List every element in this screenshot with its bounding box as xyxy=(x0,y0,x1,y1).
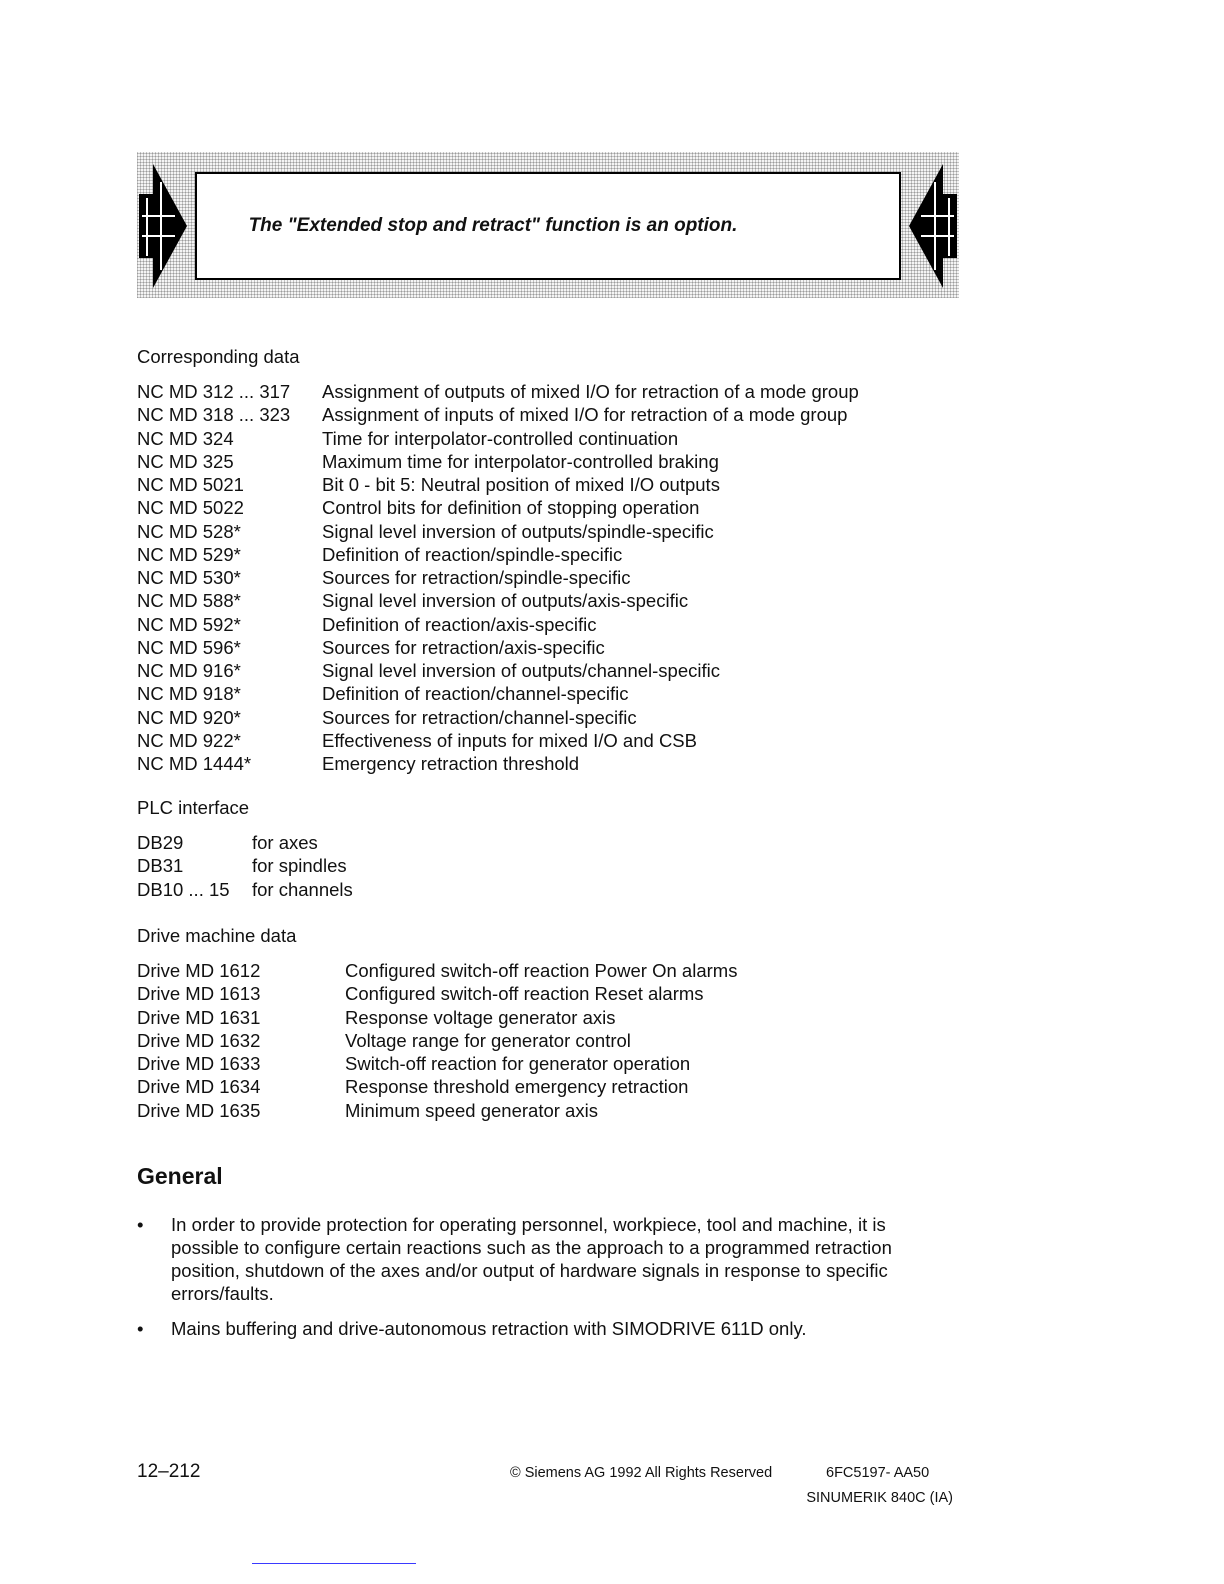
drive-data-list xyxy=(137,959,738,1122)
drive-md-description: Response voltage generator axis xyxy=(345,1006,616,1028)
drive-md-code: Drive MD 1631 xyxy=(137,1006,261,1028)
md-description: Effectiveness of inputs for mixed I/O and CSB xyxy=(322,729,697,751)
md-code: NC MD 920* xyxy=(137,706,241,728)
arrow-right-icon xyxy=(139,164,189,288)
md-code: NC MD 596* xyxy=(137,636,241,658)
md-code: NC MD 529* xyxy=(137,543,241,565)
md-description: Definition of reaction/spindle-specific xyxy=(322,543,623,565)
md-code: NC MD 318 ... 323 xyxy=(137,404,291,426)
general-heading: General xyxy=(137,1163,223,1189)
md-description: Control bits for definition of stopping operation xyxy=(322,497,700,519)
corresponding-row xyxy=(137,752,580,775)
drive-md-description: Response threshold emergency retraction xyxy=(345,1076,689,1098)
md-code: NC MD 922* xyxy=(137,729,241,751)
corresponding-row xyxy=(137,380,859,403)
corresponding-row xyxy=(137,706,637,729)
copyright-notice: © Siemens AG 1992 All Rights Reserved xyxy=(510,1465,773,1481)
md-description: Sources for retraction/channel-specific xyxy=(322,706,637,728)
md-description: Sources for retraction/axis-specific xyxy=(322,636,605,658)
md-description: Signal level inversion of outputs/spindle-specific xyxy=(322,520,714,542)
db-description: for axes xyxy=(252,832,318,853)
md-description: Signal level inversion of outputs/axis-specific xyxy=(322,590,689,612)
drive-md-description: Configured switch-off reaction Power On alarms xyxy=(345,960,738,981)
md-code: NC MD 916* xyxy=(137,660,241,681)
option-note-frame xyxy=(137,152,959,298)
corresponding-row xyxy=(137,520,714,543)
md-description: Definition of reaction/channel-specific xyxy=(322,683,629,705)
md-code: NC MD 312 ... 317 xyxy=(137,381,291,402)
bullet-text: Mains buffering and drive-autonomous retraction with SIMODRIVE 611D only. xyxy=(171,1318,807,1339)
bullet-icon: • xyxy=(137,1318,144,1339)
plc-row xyxy=(137,854,347,877)
page-number: 12–212 xyxy=(137,1461,201,1482)
plc-row xyxy=(137,878,353,901)
corresponding-row xyxy=(137,636,605,659)
plc-interface-heading: PLC interface xyxy=(137,797,250,818)
corresponding-row xyxy=(137,566,631,589)
md-code: NC MD 325 xyxy=(137,450,234,472)
drive-md-code: Drive MD 1632 xyxy=(137,1029,261,1051)
db-code: DB10 ... 15 xyxy=(137,878,230,900)
corresponding-row xyxy=(137,589,689,612)
md-description: Signal level inversion of outputs/channel-specific xyxy=(322,660,720,681)
corresponding-row xyxy=(137,543,623,566)
drive-md-description: Voltage range for generator control xyxy=(345,1029,631,1051)
bottom-rule xyxy=(252,1563,416,1564)
drive-row xyxy=(137,1052,691,1075)
db-code: DB29 xyxy=(137,832,184,853)
drive-md-code: Drive MD 1612 xyxy=(137,960,261,981)
md-code: NC MD 918* xyxy=(137,683,241,705)
md-description: Definition of reaction/axis-specific xyxy=(322,613,597,635)
arrow-left-icon xyxy=(907,164,957,288)
drive-md-code: Drive MD 1635 xyxy=(137,1099,261,1121)
md-description: Assignment of inputs of mixed I/O for retraction of a mode group xyxy=(322,404,848,426)
corresponding-row xyxy=(137,427,679,450)
md-code: NC MD 5022 xyxy=(137,497,244,519)
drive-row xyxy=(137,959,738,982)
corresponding-row xyxy=(137,659,720,682)
bullet-item xyxy=(137,1213,937,1305)
md-code: NC MD 528* xyxy=(137,520,241,542)
plc-interface-list xyxy=(137,831,353,901)
drive-row xyxy=(137,1006,616,1029)
drive-data-heading: Drive machine data xyxy=(137,925,297,946)
general-bullet-list xyxy=(137,1213,937,1352)
drive-md-description: Minimum speed generator axis xyxy=(345,1099,598,1121)
md-code: NC MD 592* xyxy=(137,613,241,635)
corresponding-row xyxy=(137,473,720,496)
drive-row xyxy=(137,1029,631,1052)
drive-md-code: Drive MD 1633 xyxy=(137,1053,261,1074)
corresponding-row xyxy=(137,729,697,752)
document-number: 6FC5197- AA50 xyxy=(826,1465,930,1481)
md-code: NC MD 1444* xyxy=(137,753,252,774)
bullet-item xyxy=(137,1317,937,1340)
md-code: NC MD 530* xyxy=(137,567,241,588)
drive-md-code: Drive MD 1613 xyxy=(137,983,261,1005)
md-description: Bit 0 - bit 5: Neutral position of mixed I/O outputs xyxy=(322,474,720,495)
corresponding-row xyxy=(137,403,848,426)
drive-row xyxy=(137,982,704,1005)
md-description: Time for interpolator-controlled continuation xyxy=(322,427,679,449)
md-code: NC MD 588* xyxy=(137,590,241,612)
md-description: Assignment of outputs of mixed I/O for retraction of a mode group xyxy=(322,381,859,402)
product-name: SINUMERIK 840C (IA) xyxy=(806,1490,953,1506)
drive-md-description: Switch-off reaction for generator operation xyxy=(345,1053,691,1074)
corresponding-data-list xyxy=(137,380,859,775)
option-note-text: The "Extended stop and retract" function is an option. xyxy=(248,215,738,236)
db-description: for spindles xyxy=(252,855,347,877)
md-code: NC MD 324 xyxy=(137,427,234,449)
option-note xyxy=(195,172,901,280)
drive-row xyxy=(137,1075,689,1098)
md-code: NC MD 5021 xyxy=(137,474,244,495)
corresponding-row xyxy=(137,450,719,473)
corresponding-row xyxy=(137,682,629,705)
plc-row xyxy=(137,831,318,854)
md-description: Sources for retraction/spindle-specific xyxy=(322,567,631,588)
corresponding-row xyxy=(137,613,597,636)
drive-md-code: Drive MD 1634 xyxy=(137,1076,261,1098)
db-code: DB31 xyxy=(137,855,184,877)
bullet-text: In order to provide protection for operating personnel, workpiece, tool and machine, it is possible to configure certain reactions such as the approach to a programmed retraction position, shutdown of the axes and/or output of hardware signals in response to specific errors/faults. xyxy=(171,1214,892,1304)
corresponding-data-heading: Corresponding data xyxy=(137,346,300,367)
drive-row xyxy=(137,1099,598,1122)
bullet-icon: • xyxy=(137,1214,144,1235)
corresponding-row xyxy=(137,496,700,519)
md-description: Maximum time for interpolator-controlled braking xyxy=(322,450,719,472)
db-description: for channels xyxy=(252,878,353,900)
drive-md-description: Configured switch-off reaction Reset alarms xyxy=(345,983,704,1005)
md-description: Emergency retraction threshold xyxy=(322,753,580,774)
